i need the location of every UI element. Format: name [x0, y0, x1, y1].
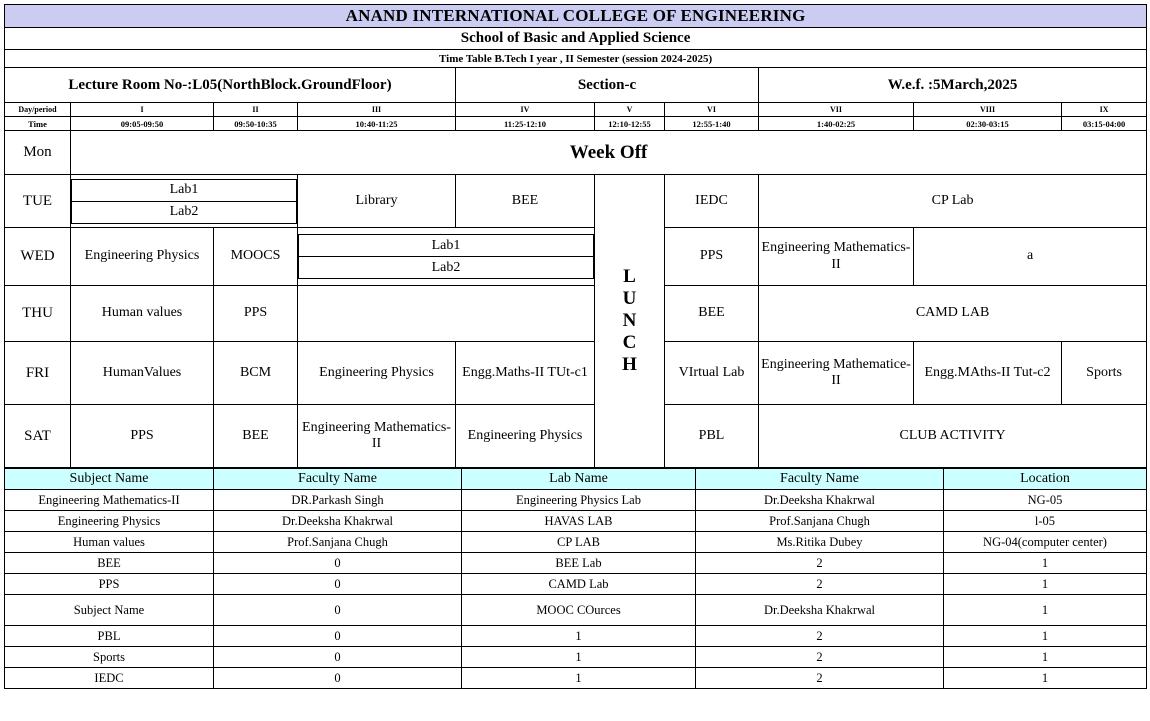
legend-cell: l-05 [944, 511, 1147, 532]
lunch-letter-n: N [622, 310, 637, 332]
timetable-session: Time Table B.Tech I year , II Semester (session 2024-2025) [5, 50, 1147, 68]
period-1: I [71, 103, 214, 117]
period-2: II [214, 103, 298, 117]
fri-period-2: BCM [214, 342, 298, 405]
period-6: VI [665, 103, 759, 117]
period-9: IX [1062, 103, 1147, 117]
legend-header-lab-name: Lab Name [462, 469, 696, 490]
legend-cell: MOOC COurces [462, 595, 696, 626]
fri-period-1: HumanValues [71, 342, 214, 405]
legend-cell: Dr.Deeksha Khakrwal [214, 511, 462, 532]
college-title: ANAND INTERNATIONAL COLLEGE OF ENGINEERING [5, 5, 1147, 28]
legend-cell: HAVAS LAB [462, 511, 696, 532]
legend-cell: IEDC [5, 668, 214, 689]
time-9: 03:15-04:00 [1062, 117, 1147, 131]
legend-cell: 1 [462, 668, 696, 689]
legend-cell: Subject Name [5, 595, 214, 626]
lecture-room: Lecture Room No-:L05(NorthBlock.GroundFloor) [5, 68, 456, 103]
legend-header-faculty-name-1: Faculty Name [214, 469, 462, 490]
lunch-letter-h: H [622, 353, 637, 375]
fri-period-8: Engg.MAths-II Tut-c2 [914, 342, 1062, 405]
lunch-column [595, 175, 665, 468]
day-period-label: Day/period [5, 103, 71, 117]
time-label: Time [5, 117, 71, 131]
time-6: 12:55-1:40 [665, 117, 759, 131]
legend-cell: Dr.Deeksha Khakrwal [696, 595, 944, 626]
table-row [5, 595, 1147, 626]
day-label-wed: WED [5, 228, 71, 286]
legend-cell: 1 [944, 668, 1147, 689]
row-thu [5, 286, 1147, 342]
legend-cell: 1 [944, 647, 1147, 668]
time-2: 09:50-10:35 [214, 117, 298, 131]
period-header-row [5, 103, 1147, 117]
school-title-row [5, 28, 1147, 50]
time-7: 1:40-02:25 [759, 117, 914, 131]
wef-date: W.e.f. :5March,2025 [759, 68, 1147, 103]
period-5: V [595, 103, 665, 117]
mon-week-off: Week Off [71, 131, 1147, 175]
legend-cell: 1 [944, 553, 1147, 574]
legend-cell: PBL [5, 626, 214, 647]
legend-cell: BEE [5, 553, 214, 574]
wed-period-8: a [914, 228, 1147, 286]
sat-period-1: PPS [71, 405, 214, 468]
wed-period-2: MOOCS [214, 228, 298, 286]
legend-cell: 1 [462, 647, 696, 668]
legend-cell: BEE Lab [462, 553, 696, 574]
legend-cell: Prof.Sanjana Chugh [696, 511, 944, 532]
time-header-row [5, 117, 1147, 131]
tue-period-3: Library [298, 175, 456, 228]
legend-table [4, 468, 1147, 689]
wed-lab2: Lab2 [299, 257, 594, 279]
school-title: School of Basic and Applied Science [5, 28, 1147, 50]
fri-period-3: Engineering Physics [298, 342, 456, 405]
timetable-table [4, 4, 1147, 468]
thu-period-3 [298, 286, 595, 342]
lunch-letter-u: U [622, 288, 637, 310]
fri-period-6: VIrtual Lab [665, 342, 759, 405]
period-8: VIII [914, 103, 1062, 117]
table-row [5, 626, 1147, 647]
thu-period-6: BEE [665, 286, 759, 342]
day-label-mon: Mon [5, 131, 71, 175]
legend-cell: Prof.Sanjana Chugh [214, 532, 462, 553]
table-row [5, 532, 1147, 553]
legend-cell: Engineering Mathematics-II [5, 490, 214, 511]
wed-period-7: Engineering Mathematics-II [759, 228, 914, 286]
legend-header-faculty-name-2: Faculty Name [696, 469, 944, 490]
row-mon [5, 131, 1147, 175]
tue-lab2: Lab2 [72, 201, 297, 223]
tue-period-4: BEE [456, 175, 595, 228]
row-wed [5, 228, 1147, 286]
sat-period-7: CLUB ACTIVITY [759, 405, 1147, 468]
legend-cell: 2 [696, 553, 944, 574]
legend-cell: NG-04(computer center) [944, 532, 1147, 553]
legend-cell: CP LAB [462, 532, 696, 553]
wed-period-1: Engineering Physics [71, 228, 214, 286]
sat-period-4: Engineering Physics [456, 405, 595, 468]
time-3: 10:40-11:25 [298, 117, 456, 131]
fri-period-7: Engineering Mathematice-II [759, 342, 914, 405]
table-row [5, 490, 1147, 511]
legend-cell: Engineering Physics [5, 511, 214, 532]
legend-cell: Human values [5, 532, 214, 553]
period-7: VII [759, 103, 914, 117]
legend-cell: 2 [696, 626, 944, 647]
thu-period-7: CAMD LAB [759, 286, 1147, 342]
table-row [5, 553, 1147, 574]
wed-lab1: Lab1 [299, 235, 594, 257]
legend-cell: 0 [214, 595, 462, 626]
row-sat [5, 405, 1147, 468]
legend-cell: 2 [696, 647, 944, 668]
tue-lab-split [71, 175, 298, 228]
legend-cell: PPS [5, 574, 214, 595]
row-fri [5, 342, 1147, 405]
wed-period-6: PPS [665, 228, 759, 286]
legend-cell: NG-05 [944, 490, 1147, 511]
legend-cell: 0 [214, 647, 462, 668]
tue-period-7: CP Lab [759, 175, 1147, 228]
sat-period-6: PBL [665, 405, 759, 468]
section: Section-c [456, 68, 759, 103]
legend-cell: 1 [944, 574, 1147, 595]
legend-header-subject-name: Subject Name [5, 469, 214, 490]
sat-period-2: BEE [214, 405, 298, 468]
period-3: III [298, 103, 456, 117]
tue-lab1: Lab1 [72, 179, 297, 201]
legend-cell: 1 [944, 595, 1147, 626]
day-label-tue: TUE [5, 175, 71, 228]
wed-lab-split [298, 228, 595, 286]
table-row [5, 668, 1147, 689]
legend-cell: 0 [214, 574, 462, 595]
room-info-row [5, 68, 1147, 103]
legend-header-row [5, 469, 1147, 490]
sat-period-3: Engineering Mathematics-II [298, 405, 456, 468]
row-tue [5, 175, 1147, 228]
college-title-row [5, 5, 1147, 28]
period-4: IV [456, 103, 595, 117]
fri-period-9: Sports [1062, 342, 1147, 405]
legend-cell: 0 [214, 553, 462, 574]
legend-cell: Sports [5, 647, 214, 668]
legend-cell: DR.Parkash Singh [214, 490, 462, 511]
legend-cell: 2 [696, 574, 944, 595]
lunch-letter-l: L [623, 266, 636, 288]
time-4: 11:25-12:10 [456, 117, 595, 131]
legend-cell: 0 [214, 668, 462, 689]
day-label-sat: SAT [5, 405, 71, 468]
legend-cell: Dr.Deeksha Khakrwal [696, 490, 944, 511]
legend-cell: 1 [944, 626, 1147, 647]
day-label-thu: THU [5, 286, 71, 342]
table-row [5, 574, 1147, 595]
table-row [5, 647, 1147, 668]
table-row [5, 511, 1147, 532]
legend-cell: Ms.Ritika Dubey [696, 532, 944, 553]
legend-cell: Engineering Physics Lab [462, 490, 696, 511]
legend-cell: CAMD Lab [462, 574, 696, 595]
time-8: 02:30-03:15 [914, 117, 1062, 131]
day-label-fri: FRI [5, 342, 71, 405]
legend-cell: 2 [696, 668, 944, 689]
legend-cell: 1 [462, 626, 696, 647]
thu-period-1: Human values [71, 286, 214, 342]
tue-period-6: IEDC [665, 175, 759, 228]
time-1: 09:05-09:50 [71, 117, 214, 131]
legend-cell: 0 [214, 626, 462, 647]
thu-period-2: PPS [214, 286, 298, 342]
time-5: 12:10-12:55 [595, 117, 665, 131]
fri-period-4: Engg.Maths-II TUt-c1 [456, 342, 595, 405]
lunch-letter-c: C [622, 331, 637, 353]
timetable-session-row [5, 50, 1147, 68]
legend-header-location: Location [944, 469, 1147, 490]
